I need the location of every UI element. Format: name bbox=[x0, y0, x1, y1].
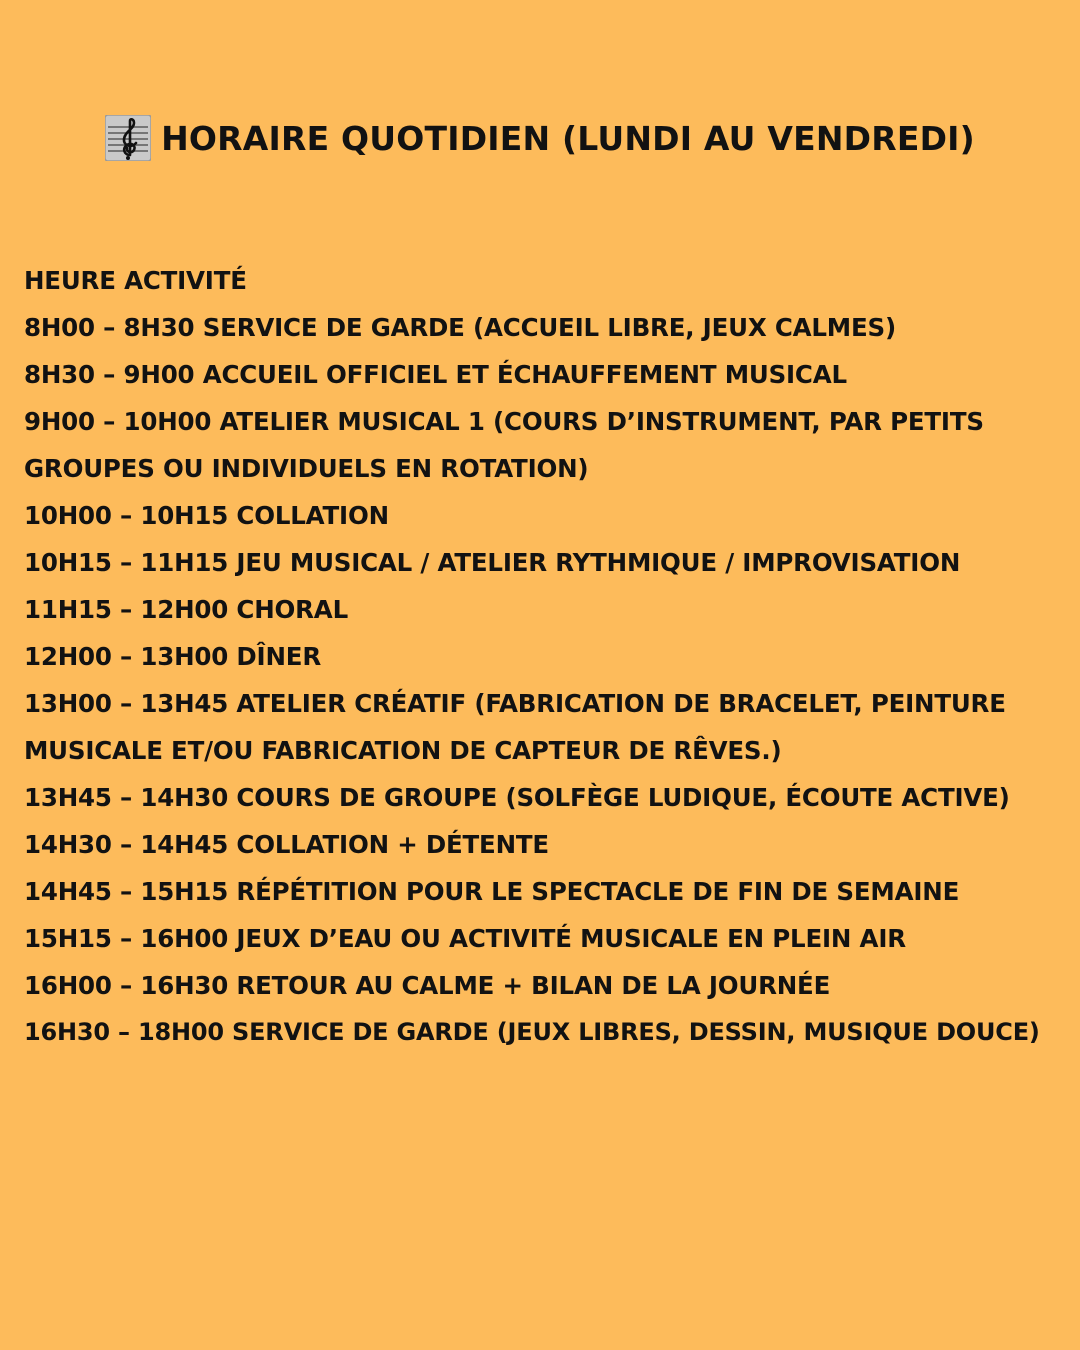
schedule-row: 10H15 – 11H15 JEU MUSICAL / ATELIER RYTHMIQUE / IMPROVISATION bbox=[24, 548, 961, 577]
schedule-row: 13H00 – 13H45 ATELIER CRÉATIF (FABRICATION DE BRACELET, PEINTURE MUSICALE ET/OU FABRICATION DE CAPTEUR DE RÊVES.) bbox=[24, 689, 1006, 765]
musical-score-icon bbox=[105, 115, 151, 161]
schedule-row: 16H30 – 18H00 SERVICE DE GARDE (JEUX LIBRES, DESSIN, MUSIQUE DOUCE) bbox=[24, 1018, 1040, 1046]
schedule-row: 15H15 – 16H00 JEUX D’EAU OU ACTIVITÉ MUSICALE EN PLEIN AIR bbox=[24, 924, 906, 953]
schedule-row: 13H45 – 14H30 COURS DE GROUPE (SOLFÈGE LUDIQUE, ÉCOUTE ACTIVE) bbox=[24, 783, 1010, 812]
header bbox=[0, 108, 1080, 168]
schedule-list bbox=[24, 257, 1060, 1056]
schedule-row: 11H15 – 12H00 CHORAL bbox=[24, 595, 348, 624]
schedule-row: 10H00 – 10H15 COLLATION bbox=[24, 501, 389, 530]
page-title: HORAIRE QUOTIDIEN (LUNDI AU VENDREDI) bbox=[161, 118, 975, 158]
schedule-row: 12H00 – 13H00 DÎNER bbox=[24, 642, 321, 671]
schedule-row: 14H45 – 15H15 RÉPÉTITION POUR LE SPECTACLE DE FIN DE SEMAINE bbox=[24, 877, 960, 906]
schedule-row: 8H00 – 8H30 SERVICE DE GARDE (ACCUEIL LIBRE, JEUX CALMES) bbox=[24, 313, 896, 342]
schedule-row: 14H30 – 14H45 COLLATION + DÉTENTE bbox=[24, 830, 549, 859]
schedule-row: 9H00 – 10H00 ATELIER MUSICAL 1 (COURS D’INSTRUMENT, PAR PETITS GROUPES OU INDIVIDUELS EN ROTATION) bbox=[24, 407, 984, 483]
schedule-column-headers: HEURE ACTIVITÉ bbox=[24, 266, 247, 295]
schedule-row: 16H00 – 16H30 RETOUR AU CALME + BILAN DE LA JOURNÉE bbox=[24, 971, 831, 1000]
schedule-row: 8H30 – 9H00 ACCUEIL OFFICIEL ET ÉCHAUFFEMENT MUSICAL bbox=[24, 360, 847, 389]
